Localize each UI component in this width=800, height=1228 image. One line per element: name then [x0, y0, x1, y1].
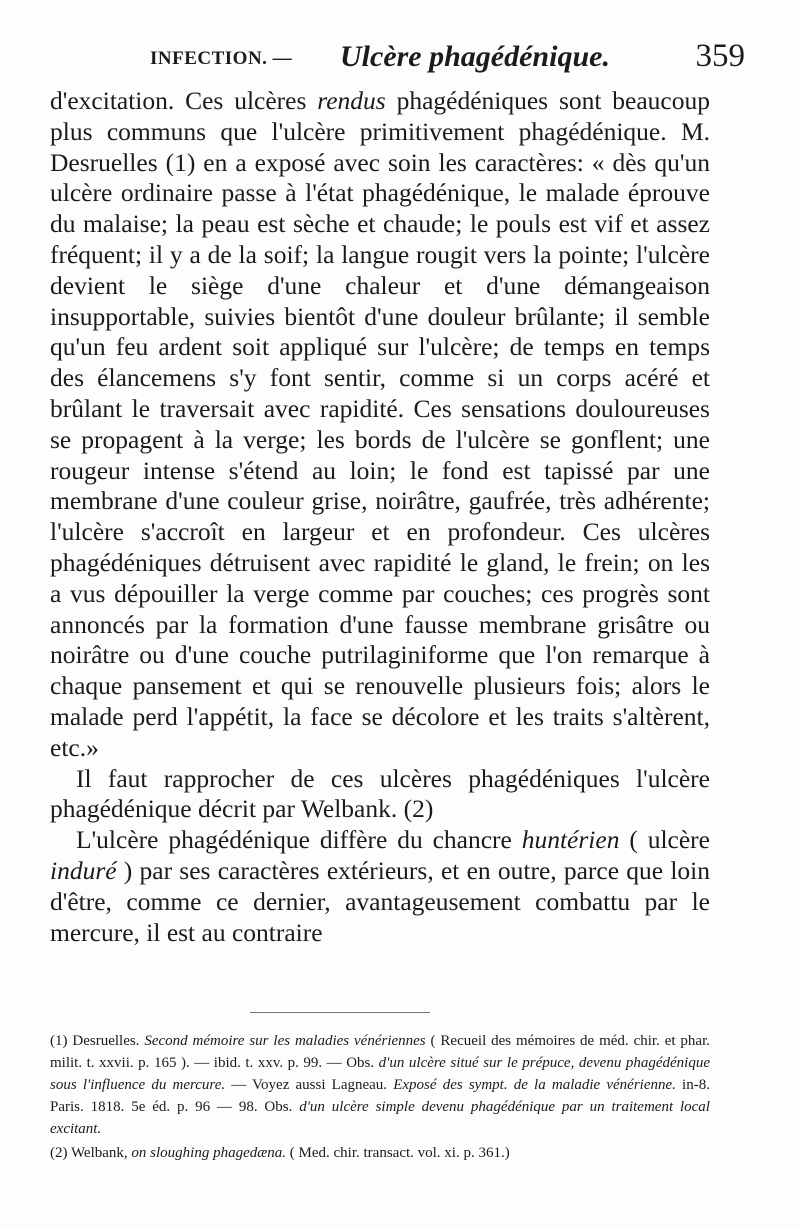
italic-run: Exposé des sympt. de la maladie vénérienne.	[393, 1077, 676, 1093]
italic-run: d'un ulcère simple devenu phagédénique par un traitement local excitant.	[50, 1099, 710, 1137]
italic-run: d'un ulcère situé sur le prépuce, devenu phagédénique sous l'influence du mercure.	[50, 1055, 710, 1093]
italic-run: huntérien	[521, 825, 620, 855]
text-run: ( Recueil des mémoires de méd. chir. et phar. milit. t. xxvii. p. 165 ). — ibid. t. xxv. p. 99. — Obs.	[50, 1033, 710, 1071]
section-label: INFECTION. —	[150, 48, 293, 69]
text-run: L'ulcère phagédénique diffère du chancre	[76, 825, 522, 855]
text-run: ( ulcère	[619, 825, 710, 855]
text-run: (1) Desruelles.	[50, 1033, 145, 1049]
paragraph-2	[50, 764, 710, 826]
text-run: phagédéniques sont beaucoup plus communs que l'ulcère primitivement phagédénique. M. Desruelles (1) en a exposé avec soin les caractères: « dès qu'un ulcère ordinaire passe à l'état phagédénique, le malade éprouve du malaise; la peau est sèche et chaude; le pouls est vif et assez fréquent; il y a de la soif; la langue rougit vers la pointe; l'ulcère devient le siège d'une chaleur et d'une démangeaison insupportable, suivies bientôt d'une douleur brûlante; il semble qu'un feu ardent soit appliqué sur l'ulcère; de temps en temps des élancemens s'y font sentir, comme si un corps acéré et brûlant le traversait avec rapidité. Ces sensations douloureuses se propagent à la verge; les bords de l'ulcère se gonflent; une rougeur intense s'étend au loin; le fond est tapissé par une membrane d'une couleur grise, noirâtre, gaufrée, très adhérente; l'ulcère s'accroît en largeur et en profondeur. Ces ulcères phagédéniques détruisent avec rapidité le gland, le frein; on les a vus dépouiller la verge comme par couches; ces progrès sont annoncés par la formation d'une fausse membrane grisâtre ou noirâtre ou d'une couche putrilaginiforme que l'on remarque à chaque pansement et qui se renouvelle plusieurs fois; alors le malade perd l'appétit, la face se décolore et les traits s'altèrent, etc.»	[50, 86, 711, 762]
italic-run: on sloughing phagedæna.	[131, 1145, 287, 1161]
paragraph-3	[50, 825, 710, 948]
text-run: — Voyez aussi Lagneau.	[225, 1077, 394, 1093]
italic-run: rendus	[317, 86, 386, 115]
paragraph-1	[50, 86, 710, 764]
footnotes	[50, 1030, 710, 1166]
footnote-1	[50, 1030, 710, 1140]
footnote-rule	[250, 1012, 430, 1013]
page-number: 359	[695, 38, 745, 74]
text-run: in-8. Paris. 1818. 5e éd. p. 96 — 98. Obs.	[50, 1077, 710, 1115]
page-title: Ulcère phagédénique.	[340, 40, 610, 73]
text-run: ( Med. chir. transact. vol. xi. p. 361.)	[286, 1145, 510, 1161]
text-run: ) par ses caractères extérieurs, et en outre, parce que loin d'être, comme ce dernier, avantageusement combattu par le mercure, il est au contraire	[50, 855, 710, 947]
text-run: (2) Welbank,	[50, 1145, 132, 1161]
footnote-2	[50, 1142, 710, 1164]
main-text	[50, 86, 710, 948]
text-run: Il faut rapprocher de ces ulcères phagédéniques l'ulcère phagédénique décrit par Welbank. (2)	[50, 763, 710, 824]
italic-run: induré	[50, 855, 117, 885]
text-run: d'excitation. Ces ulcères	[50, 86, 318, 115]
running-header	[150, 38, 745, 82]
italic-run: Second mémoire sur les maladies vénériennes	[144, 1033, 426, 1049]
